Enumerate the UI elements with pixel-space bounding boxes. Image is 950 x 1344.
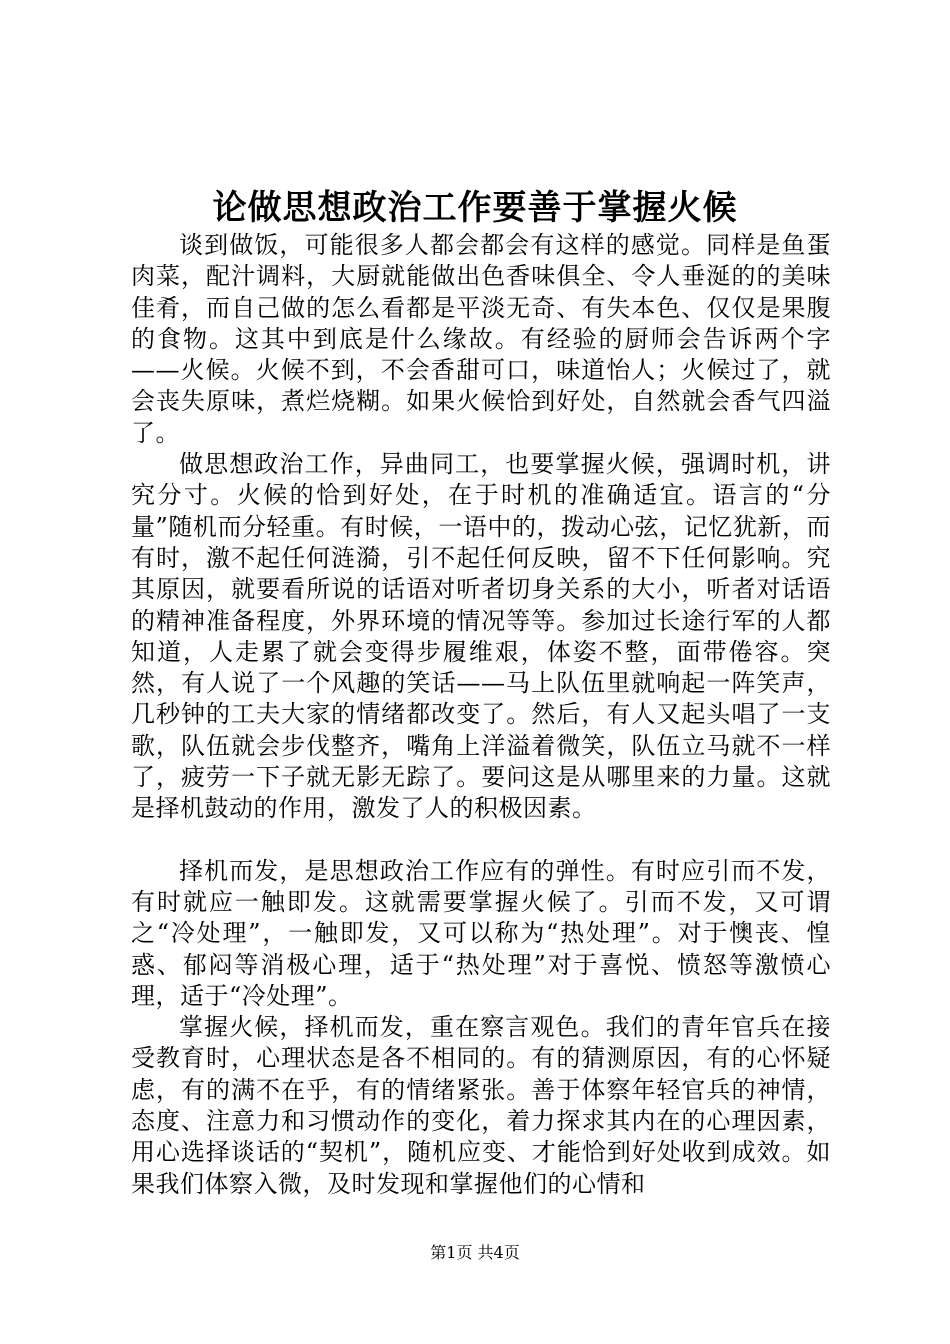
document-body — [131, 230, 831, 1200]
paragraph-4: 掌握火候，择机而发，重在察言观色。我们的青年官兵在接受教育时，心理状态是各不相同的。有的猜测原因，有的心怀疑虑，有的满不在乎，有的情绪紧张。善于体察年轻官兵的神情，态度、注意力和习惯动作的变化，着力探求其内在的心理因素，用心选择谈话的“契机”，随机应变、才能恰到好处收到成效。如果我们体察入微，及时发现和掌握他们的心情和 — [131, 1013, 831, 1198]
document-title: 论做思想政治工作要善于掌握火候 — [212, 188, 738, 228]
paragraph-2: 做思想政治工作，异曲同工，也要掌握火候，强调时机，讲究分寸。火候的恰到好处，在于时机的准确适宜。语言的“分量”随机而分轻重。有时候，一语中的，拨动心弦，记忆犹新，而有时，激不起任何涟漪，引不起任何反映，留不下任何影响。究其原因，就要看所说的话语对听者切身关系的大小，听者对话语的精神准备程度，外界环境的情况等等。参加过长途行军的人都知道，人走累了就会变得步履维艰，体姿不整，面带倦容。突然，有人说了一个风趣的笑话——马上队伍里就响起一阵笑声，几秒钟的工夫大家的情绪都改变了。然后，有人又起头唱了一支歌，队伍就会步伐整齐，嘴角上洋溢着微笑，队伍立马就不一样了，疲劳一下子就无影无踪了。要问这是从哪里来的力量。这就是择机鼓动的作用，激发了人的积极因素。 — [131, 450, 831, 823]
paragraph-spacer — [131, 825, 831, 856]
paragraph-1: 谈到做饭，可能很多人都会都会有这样的感觉。同样是鱼蛋肉菜，配汁调料，大厨就能做出色香味俱全、令人垂涎的的美味佳肴，而自己做的怎么看都是平淡无奇、有失本色、仅仅是果腹的食物。这其中到底是什么缘故。有经验的厨师会告诉两个字——火候。火候不到，不会香甜可口，味道怡人；火候过了，就会丧失原味，煮烂烧糊。如果火候恰到好处，自然就会香气四溢了。 — [131, 231, 831, 447]
paragraph-3: 择机而发，是思想政治工作应有的弹性。有时应引而不发，有时就应一触即发。这就需要掌握火候了。引而不发，又可谓之“冷处理”，一触即发，又可以称为“热处理”。对于懊丧、惶惑、郁闷等消极心理，适于“热处理”对于喜悦、愤怒等激愤心理，适于“冷处理”。 — [131, 856, 831, 1010]
page-number: 第1页 共4页 — [430, 1243, 520, 1262]
page-footer — [0, 1243, 950, 1263]
